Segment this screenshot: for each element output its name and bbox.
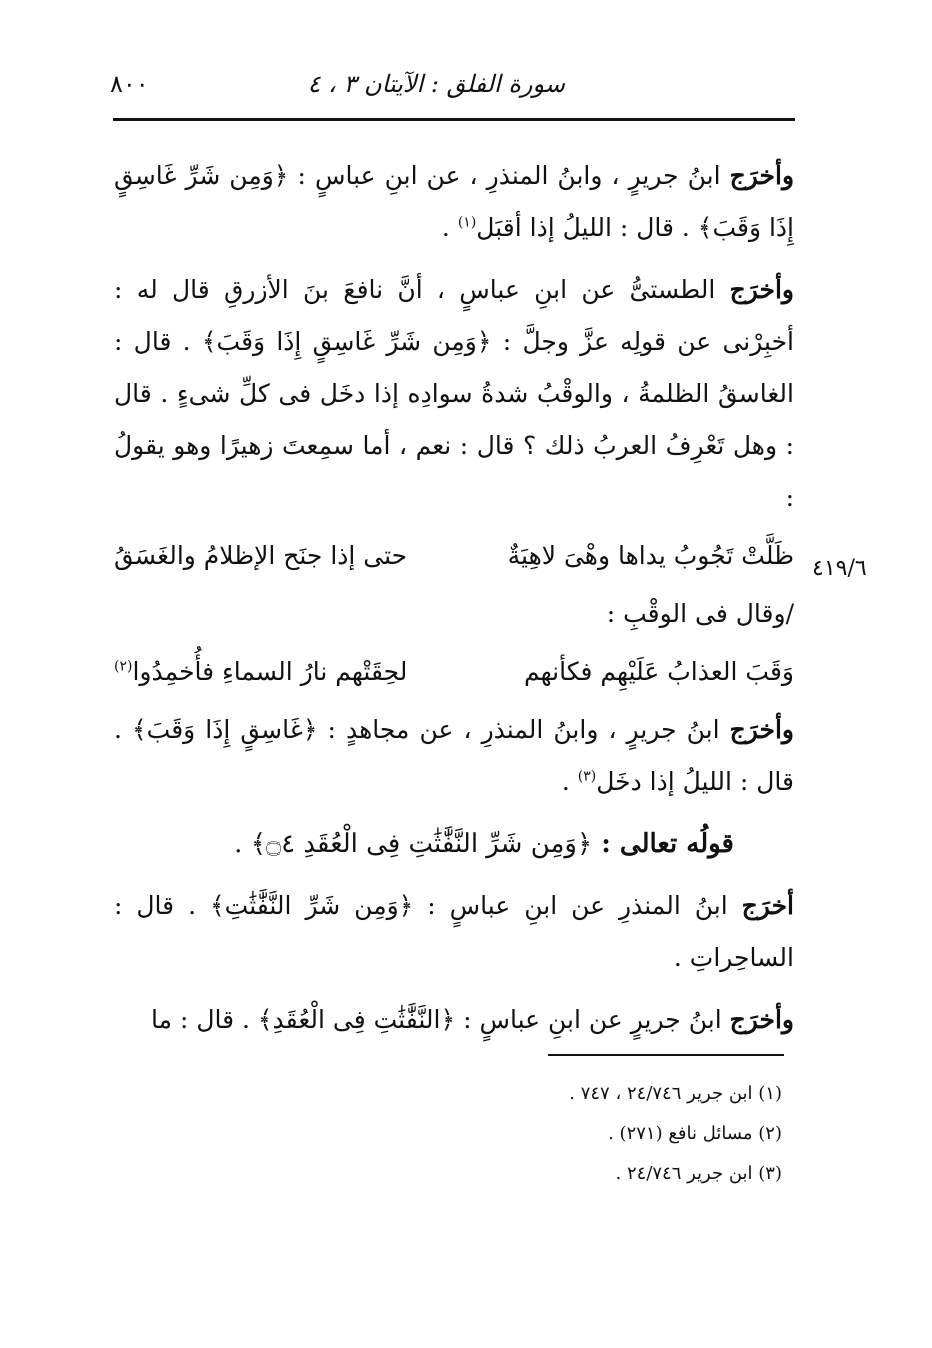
quran-quote: ﴿النَّفَّٰثَٰتِ فِى الْعُقَدِ﴾ [257, 1005, 456, 1034]
paragraph-text: ابنُ المنذرِ عن ابنِ عباسٍ : [413, 891, 742, 920]
section-title-lead: قولُه تعالى : [592, 829, 734, 859]
quran-quote: ﴿غَاسِقٍ إِذَا وَقَبَ﴾ [132, 715, 318, 744]
footnotes [282, 1074, 782, 1194]
quran-quote: ﴿وَمِن شَرِّ النَّفَّٰثَٰتِ﴾ [210, 891, 414, 920]
paragraph-lead: وأخرَج [729, 1005, 794, 1034]
margin-reference: ٤١٩/٦ [812, 556, 867, 581]
paragraph-end: . [561, 767, 578, 796]
paragraph-lead: وأخرَج [729, 161, 795, 190]
transition-line [114, 588, 794, 640]
section-title [114, 818, 794, 870]
paragraph-lead: وأخرَج [729, 275, 794, 304]
footnote-ref[interactable]: (٣) [577, 768, 597, 785]
paragraph-5 [114, 994, 794, 1046]
paragraph-lead: وأخرَج [729, 715, 794, 744]
paragraph-text: الطستىُّ عن ابنِ عباسٍ ، أنَّ نافعَ بنَ الأزرقِ قال له : أخبِرْنى عن قولِه عزَّ وجلَّ : [114, 275, 794, 356]
paragraph-2 [114, 264, 794, 524]
paragraph-text: ابنُ جريرٍ عن ابنِ عباسٍ : [455, 1005, 730, 1034]
footnote-rule [548, 1054, 784, 1056]
quran-quote: ﴿وَمِن شَرِّ غَاسِقٍ إِذَا وَقَبَ﴾ [114, 161, 794, 242]
paragraph-tail: . قال : ما [151, 1005, 258, 1034]
footnote-1: (١) ابن جرير ٢٤/٧٤٦ ، ٧٤٧ . [569, 1083, 782, 1104]
footnote-ref[interactable]: (١) [457, 214, 477, 231]
paragraph-4 [114, 880, 794, 984]
page-number: ٨٠٠ [110, 70, 149, 98]
paragraph-tail: . قال : الليلُ إذا أقبَل [476, 213, 698, 242]
footnote-ref[interactable]: (٢) [114, 658, 133, 675]
verse-second-hemistich [114, 646, 407, 698]
paragraph-3 [114, 704, 794, 808]
paragraph-tail: . قال : الليلُ إذا دخَل [114, 715, 794, 796]
page-header [110, 70, 795, 110]
paragraph-end: . [441, 213, 458, 242]
poetry-verse-2 [114, 646, 794, 698]
verse-text: لحِقَتْهم نارُ السماءِ فأُخمِدُوا [132, 657, 408, 686]
quran-quote: ﴿وَمِن شَرِّ النَّفَّٰثَٰتِ فِى الْعُقَدِ ۝٤﴾ [250, 829, 593, 859]
paragraph-text: ابنُ جريرٍ ، وابنُ المنذرِ ، عن ابنِ عباسٍ : [288, 161, 730, 190]
transition-text: /وقال فى الوقْبِ : [606, 599, 794, 628]
paragraph-1 [114, 150, 794, 254]
section-title-end: . [234, 829, 251, 859]
paragraph-text: ابنُ جريرٍ ، وابنُ المنذرِ ، عن مجاهدٍ : [317, 715, 730, 744]
main-text [114, 150, 794, 1046]
quran-quote: ﴿وَمِن شَرِّ غَاسِقٍ إِذَا وَقَبَ﴾ [201, 327, 492, 356]
poetry-verse-1 [114, 530, 794, 582]
paragraph-tail: . قال : الغاسقُ الظلمةُ ، والوقْبُ شدةُ سوادِه إذا دخَل فى كلِّ شىءٍ . قال : وهل تَعْرِفُ العربُ ذلك ؟ قال : نعم ، أما سمِعتَ زهيرًا وهو يقولُ : [114, 327, 794, 512]
footnote-3: (٣) ابن جرير ٢٤/٧٤٦ . [615, 1163, 782, 1184]
header-rule [113, 118, 795, 121]
paragraph-lead: أخرَج [741, 891, 794, 920]
running-title: سورة الفلق : الآيتان ٣ ، ٤ [307, 70, 565, 98]
verse-first-hemistich: وَقَبَ العذابُ عَلَيْهِم فكأنهم [523, 657, 794, 686]
verse-second-hemistich: حتى إذا جنَح الإظلامُ والغَسَقُ [114, 541, 408, 570]
footnote-2: (٢) مسائل نافع (٢٧١) . [608, 1123, 782, 1144]
paragraph-tail: . قال : الساحِراتِ . [114, 891, 794, 972]
verse-first-hemistich: ظَلَّتْ تَجُوبُ يداها وهْىَ لاهِيَةٌ [507, 541, 794, 570]
